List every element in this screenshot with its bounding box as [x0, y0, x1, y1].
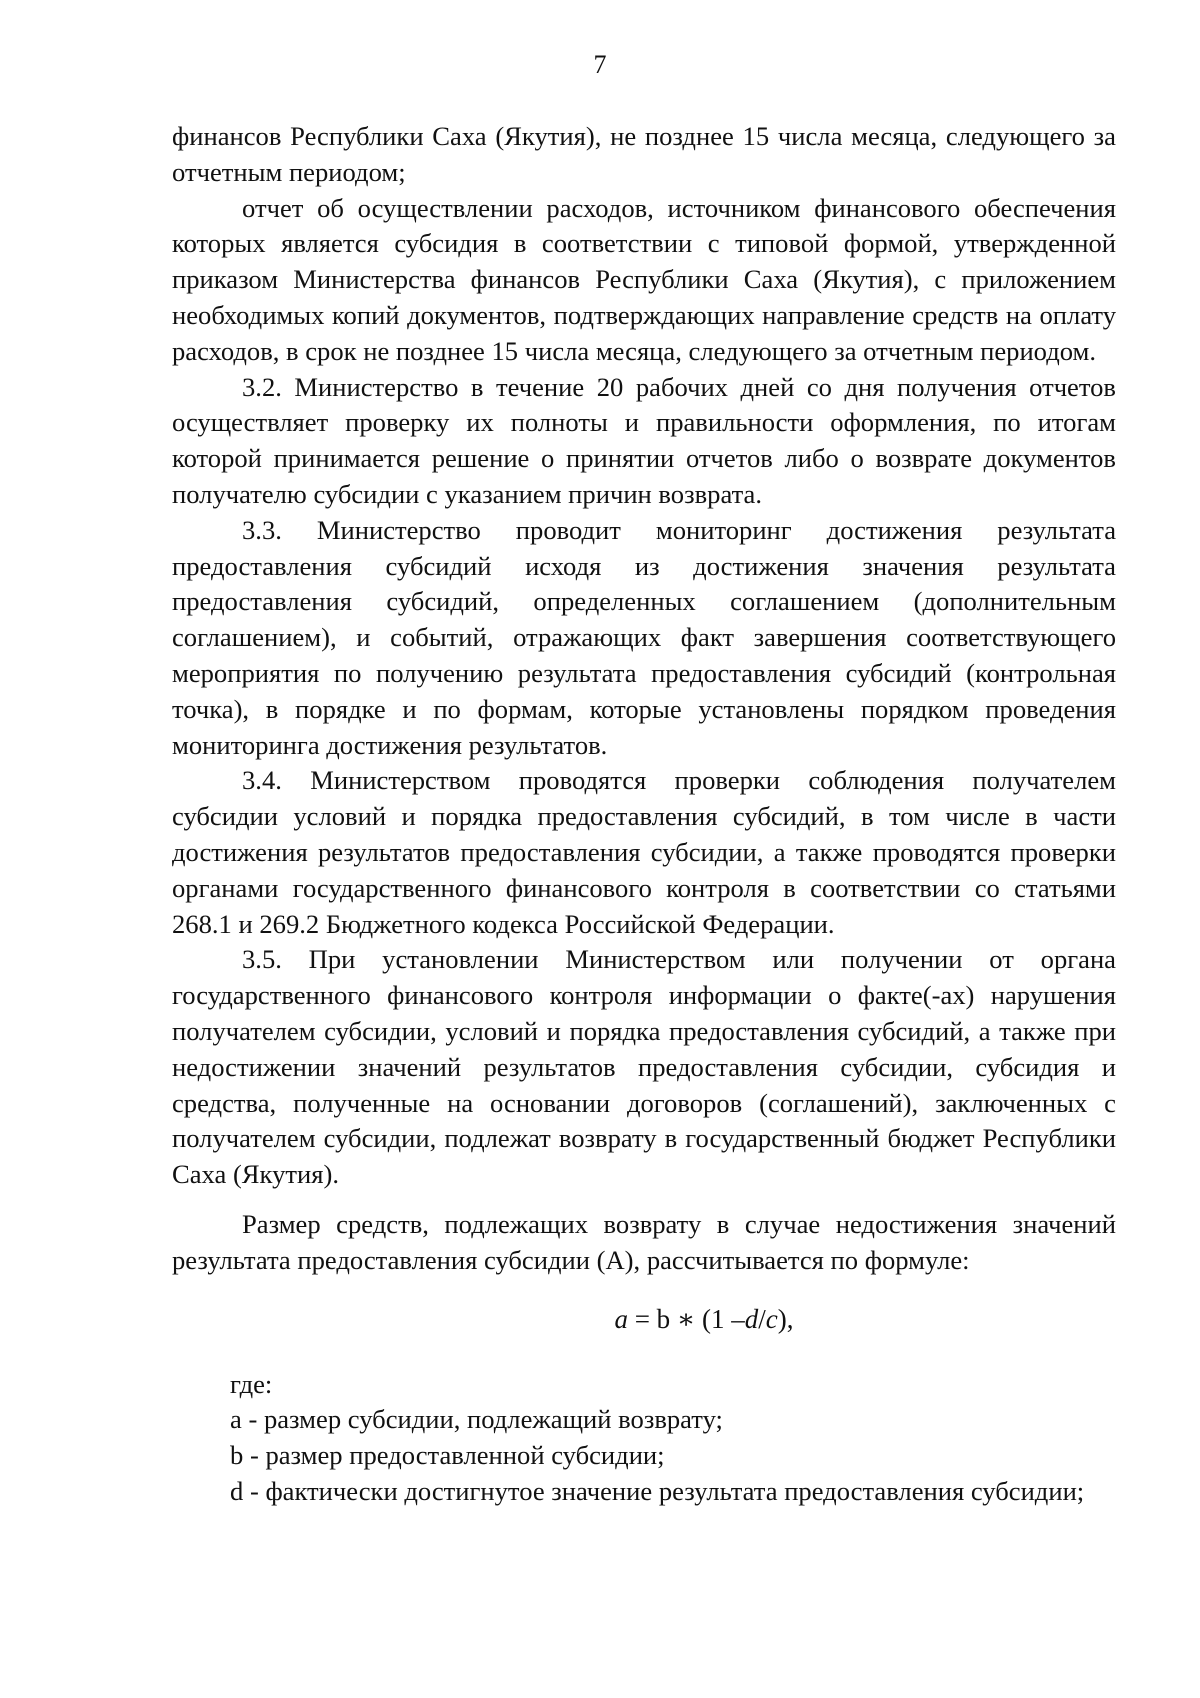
definition-d: d - фактически достигнутое значение результата предоставления субсидии; — [230, 1475, 1085, 1506]
formula-close: ), — [777, 1303, 794, 1334]
paragraph-3-5: 3.5. При установлении Министерством или получении от органа государственного финансового контроля информации о факте(-ах) нарушения получателем субсидии, условий и порядка предоставления субсидий, а также при недостижении значений результатов предоставления субсидии, субсидия и средства, полученные на основании договоров (соглашений), заключенных с получателем субсидии, подлежат возврату в государственный бюджет Республики Саха (Якутия). — [172, 944, 1116, 1190]
definition-b: b - размер предоставленной субсидии; — [230, 1440, 665, 1471]
paragraph-3-4: 3.4. Министерством проводятся проверки соблюдения получателем субсидии условий и порядка предоставления субсидий, в том числе в части достижения результатов предоставления субсидии, а также проводятся проверки органами государственного финансового контроля в соответствии со статьями 268.1 и 269.2 Бюджетного кодекса Российской Федерации. — [172, 765, 1116, 939]
paragraph-expense-report: отчет об осуществлении расходов, источником финансового обеспечения которых является субсидия в соответствии с типовой формой, утвержденной приказом Министерства финансов Республики Саха (Якутия), с приложением необходимых копий документов, подтверждающих направление средств на оплату расходов, в срок не позднее 15 числа месяца, следующего за отчетным периодом. — [172, 192, 1116, 366]
paragraph-3-3: 3.3. Министерство проводит мониторинг достижения результата предоставления субсидий исходя из достижения значения результата предоставления субсидий, определенных соглашением (дополнительным соглашением), и событий, отражающих факт завершения соответствующего мероприятия по получению результата предоставления субсидий (контрольная точка), в порядке и по формам, которые установлены порядком проведения мониторинга достижения результатов. — [172, 514, 1116, 760]
definition-a: a - размер субсидии, подлежащий возврату; — [230, 1404, 723, 1435]
paragraph-continuation: финансов Республики Саха (Якутия), не позднее 15 числа месяца, следующего за отчетным периодом; — [172, 121, 1116, 187]
formula-var-d: d — [744, 1303, 759, 1334]
formula-slash: / — [758, 1303, 766, 1334]
where-label: где: — [230, 1368, 273, 1399]
page-number: 7 — [593, 50, 607, 79]
paragraph-refund-amount: Размер средств, подлежащих возврату в случае недостижения значений результата предоставления субсидии (A), рассчитывается по формуле: — [172, 1208, 1116, 1275]
formula-eq-b: = b ∗ (1 – — [627, 1303, 745, 1334]
formula-var-c: c — [765, 1303, 778, 1334]
formula-var-a: a — [614, 1303, 628, 1334]
paragraph-3-2: 3.2. Министерство в течение 20 рабочих дней со дня получения отчетов осуществляет проверку их полноты и правильности оформления, по итогам которой принимается решение о принятии отчетов либо о возврате документов получателю субсидии с указанием причин возврата. — [172, 371, 1116, 509]
document-body — [172, 119, 1116, 1510]
refund-formula — [172, 1301, 1116, 1337]
